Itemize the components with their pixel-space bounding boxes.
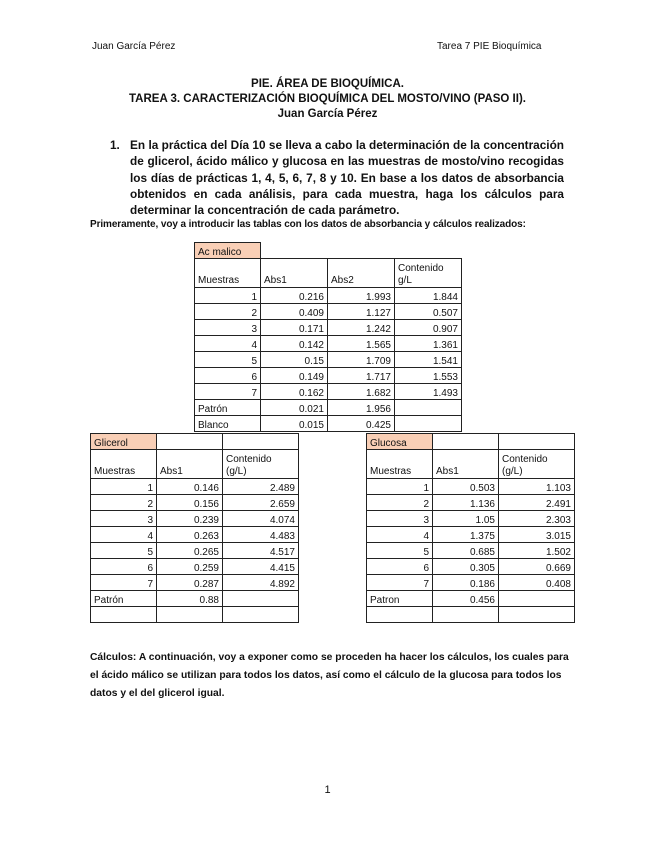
table-row: 5 0.265 4.517 bbox=[91, 543, 306, 559]
table-row: 4 1.375 3.015 bbox=[367, 527, 575, 543]
task-number: 1. bbox=[110, 138, 120, 152]
table-row: 3 0.239 4.074 bbox=[91, 511, 306, 527]
table-row bbox=[367, 434, 575, 450]
table-row: 1 0.146 2.489 bbox=[91, 479, 306, 495]
table-row: 5 0.15 1.709 1.541 bbox=[195, 352, 462, 368]
intro-text: Primeramente, voy a introducir las tablas con los datos de absorbancia y cálculos realizados: bbox=[90, 219, 526, 230]
column-header: Muestras bbox=[91, 450, 157, 479]
table-row bbox=[91, 607, 306, 623]
title-task: TAREA 3. CARACTERIZACIÓN BIOQUÍMICA DEL MOSTO/VINO (PASO II). bbox=[129, 93, 526, 105]
table-row: 2 0.156 2.659 bbox=[91, 495, 306, 511]
column-header: Abs1 bbox=[157, 450, 223, 479]
malico-title: Ac malico bbox=[195, 243, 261, 259]
title-author: Juan García Pérez bbox=[277, 108, 378, 120]
table-row: 7 0.186 0.408 bbox=[367, 575, 575, 591]
table-row: 6 0.149 1.717 1.553 bbox=[195, 368, 462, 384]
table-row: 2 1.136 2.491 bbox=[367, 495, 575, 511]
table-row: 1 0.503 1.103 bbox=[367, 479, 575, 495]
column-header: Abs2 bbox=[328, 259, 395, 288]
table-row: 4 0.142 1.565 1.361 bbox=[195, 336, 462, 352]
table-row: 1 0.216 1.993 1.844 bbox=[195, 288, 462, 304]
table-row: 7 0.162 1.682 1.493 bbox=[195, 384, 462, 400]
document-titles bbox=[0, 77, 655, 122]
table-row: 3 1.05 2.303 bbox=[367, 511, 575, 527]
table-row: 3 0.171 1.242 0.907 bbox=[195, 320, 462, 336]
column-header: Contenido (g/L) bbox=[499, 450, 575, 479]
glicerol-title: Glicerol bbox=[91, 434, 157, 450]
page-number: 1 bbox=[324, 784, 331, 796]
task-item bbox=[110, 137, 564, 218]
table-row: 2 0.409 1.127 0.507 bbox=[195, 304, 462, 320]
column-header: Abs1 bbox=[433, 450, 499, 479]
column-header: Contenido g/L bbox=[395, 259, 462, 288]
table-row: Blanco 0.015 0.425 bbox=[195, 416, 462, 432]
column-header: Contenido (g/L) bbox=[223, 450, 299, 479]
title-area: PIE. ÁREA DE BIOQUÍMICA. bbox=[251, 78, 404, 90]
column-header: Abs1 bbox=[261, 259, 328, 288]
table-row: 4 0.263 4.483 bbox=[91, 527, 306, 543]
table-header-row bbox=[195, 259, 462, 288]
column-header: Muestras bbox=[367, 450, 433, 479]
table-row bbox=[91, 434, 306, 450]
glucosa-table bbox=[366, 433, 575, 623]
glucosa-title: Glucosa bbox=[367, 434, 433, 450]
table-row: 6 0.259 4.415 bbox=[91, 559, 306, 575]
calculos-paragraph: Cálculos: A continuación, voy a exponer como se proceden ha hacer los cálculos, los cuales para el ácido málico se utilizan para todos los datos, así como el cálculo de la glucosa para todos los datos y el del glicerol igual. bbox=[90, 652, 569, 699]
malico-table bbox=[194, 242, 462, 432]
table-row: Patron 0.456 bbox=[367, 591, 575, 607]
table-row: Patrón 0.021 1.956 bbox=[195, 400, 462, 416]
table-row: Patrón 0.88 bbox=[91, 591, 306, 607]
glicerol-table bbox=[90, 433, 306, 623]
table-row bbox=[367, 607, 575, 623]
table-row: 7 0.287 4.892 bbox=[91, 575, 306, 591]
table-header-row bbox=[367, 450, 575, 479]
column-header: Muestras bbox=[195, 259, 261, 288]
header-task: Tarea 7 PIE Bioquímica bbox=[437, 41, 542, 52]
table-row: 5 0.685 1.502 bbox=[367, 543, 575, 559]
header-author: Juan García Pérez bbox=[92, 41, 176, 52]
table-row bbox=[195, 243, 462, 259]
table-row: 6 0.305 0.669 bbox=[367, 559, 575, 575]
table-header-row bbox=[91, 450, 306, 479]
task-text: En la práctica del Día 10 se lleva a cabo la determinación de la concentración de glicerol, ácido málico y glucosa en las muestras de mosto/vino recogidas los días de prácticas 1, 4, 5, 6, 7, 8 y 10. En base a los datos de absorbancia obtenidos en cada análisis, para cada muestra, haga los cálculos para determinar la concentración de cada parámetro. bbox=[130, 138, 564, 218]
